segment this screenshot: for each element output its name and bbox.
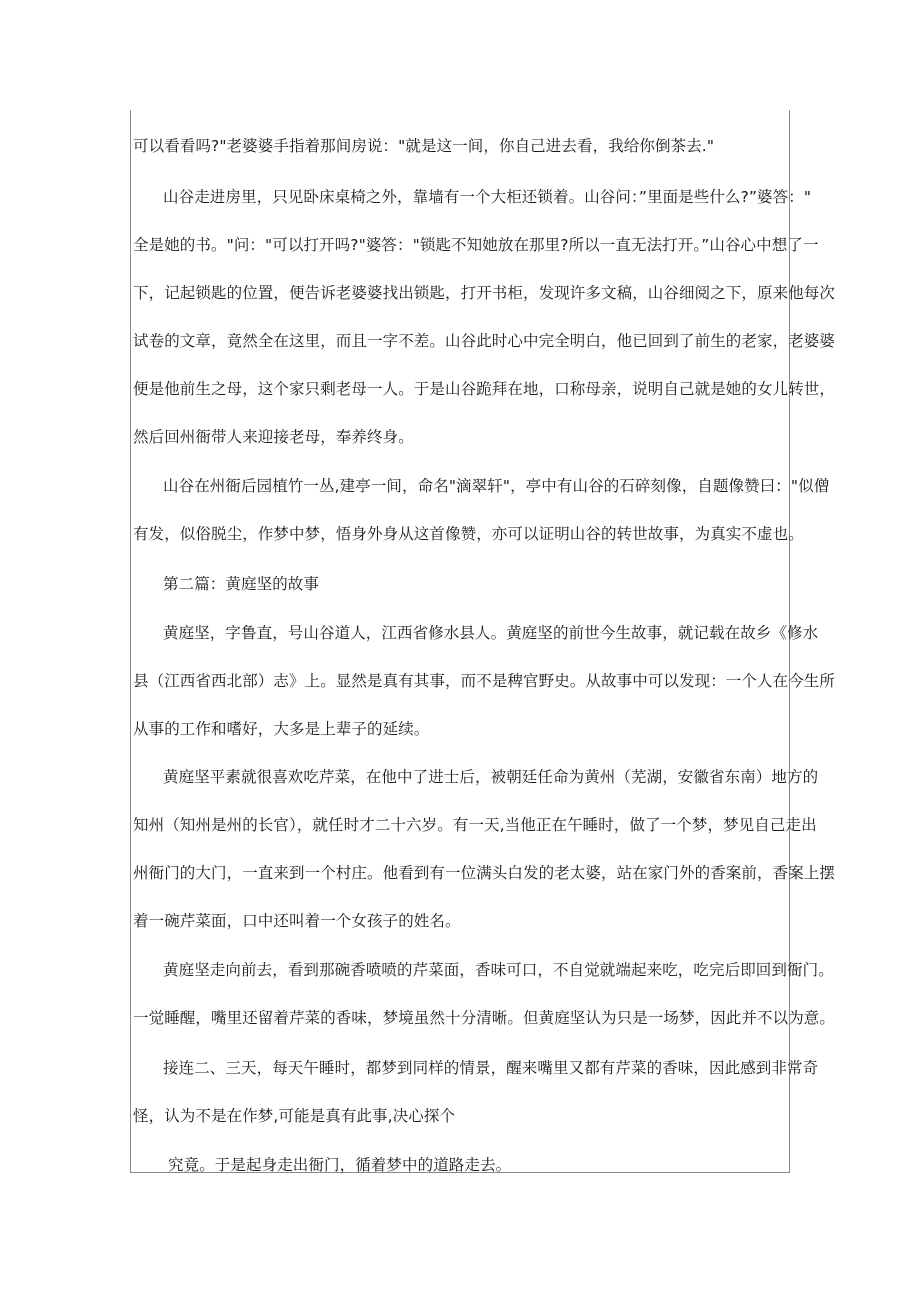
paragraph-start-line: 黄庭坚平素就很喜欢吃芹菜，在他中了进士后，被朝廷任命为黄州（芜湖，安徽省东南）地方的 <box>163 768 819 786</box>
text-line: 便是他前生之母，这个家只剩老母一人。于是山谷跪拜在地，口称母亲，说明自己就是她的女儿转世， <box>133 380 836 398</box>
text-line: 知州（知州是州的长官），就任时才二十六岁。有一天,当他正在午睡时，做了一个梦，梦见自己走出 <box>133 816 817 834</box>
section-heading: 第二篇：黄庭坚的故事 <box>163 575 320 593</box>
text-line: 一觉睡醒，嘴里还留着芹菜的香味，梦境虽然十分清晰。但黄庭坚认为只是一场梦，因此并不以为意。 <box>133 1009 836 1027</box>
text-line: 从事的工作和嗜好，大多是上辈子的延续。 <box>133 720 430 738</box>
text-line: 着一碗芹菜面，口中还叫着一个女孩子的姓名。 <box>133 912 461 930</box>
paragraph-start-line: 黄庭坚，字鲁直，号山谷道人，江西省修水县人。黄庭坚的前世今生故事，就记载在故乡《修水 <box>163 624 819 642</box>
paragraph-start-line: 山谷在州衙后园植竹一丛,建亭一间，命名"滴翠轩"，亭中有山谷的石碎刻像，自题像赞曰："似僧 <box>163 477 830 495</box>
text-line: 可以看看吗?"老婆婆手指着那间房说："就是这一间，你自己进去看，我给你倒茶去." <box>133 137 715 155</box>
text-line: 然后回州衙带人来迎接老母，奉养终身。 <box>133 428 414 446</box>
text-line: 有发，似俗脱尘，作梦中梦，悟身外身从这首像赞，亦可以证明山谷的转世故事，为真实不虚也。 <box>133 525 804 543</box>
paragraph-start-line: 黄庭坚走向前去，看到那碗香喷喷的芹菜面，香味可口，不自觉就端起来吃，吃完后即回到衙门。 <box>163 961 834 979</box>
text-line: 全是她的书。"问："可以打开吗?"婆答："锁匙不知她放在那里?所以一直无法打开。”山谷心中想了一 <box>133 236 819 254</box>
paragraph-start-line: 究竟。于是起身走出衙门，循着梦中的道路走去。 <box>168 1156 512 1174</box>
text-line: 试卷的文章，竟然全在这里，而且一字不差。山谷此时心中完全明白，他已回到了前生的老家，老婆婆 <box>133 332 836 350</box>
paragraph-start-line: 接连二、三天，每天午睡时，都梦到同样的情景，醒来嘴里又都有芹菜的香味，因此感到非常奇 <box>163 1059 819 1077</box>
paragraph-start-line: 山谷走进房里，只见卧床桌椅之外，靠墙有一个大柜还锁着。山谷问：”里面是些什么?”婆答：" <box>163 188 812 206</box>
text-line: 下，记起锁匙的位置，便告诉老婆婆找出锁匙，打开书柜，发现许多文稿，山谷细阅之下，原来他每次 <box>133 284 836 302</box>
text-line: 怪，认为不是在作梦,可能是真有此事,决心探个 <box>133 1107 456 1125</box>
text-line: 州衙门的大门，一直来到一个村庄。他看到有一位满头白发的老太婆，站在家门外的香案前，香案上摆 <box>133 864 836 882</box>
text-line: 县（江西省西北部）志》上。显然是真有其事，而不是稗官野史。从故事中可以发现：一个人在今生所 <box>133 672 836 690</box>
